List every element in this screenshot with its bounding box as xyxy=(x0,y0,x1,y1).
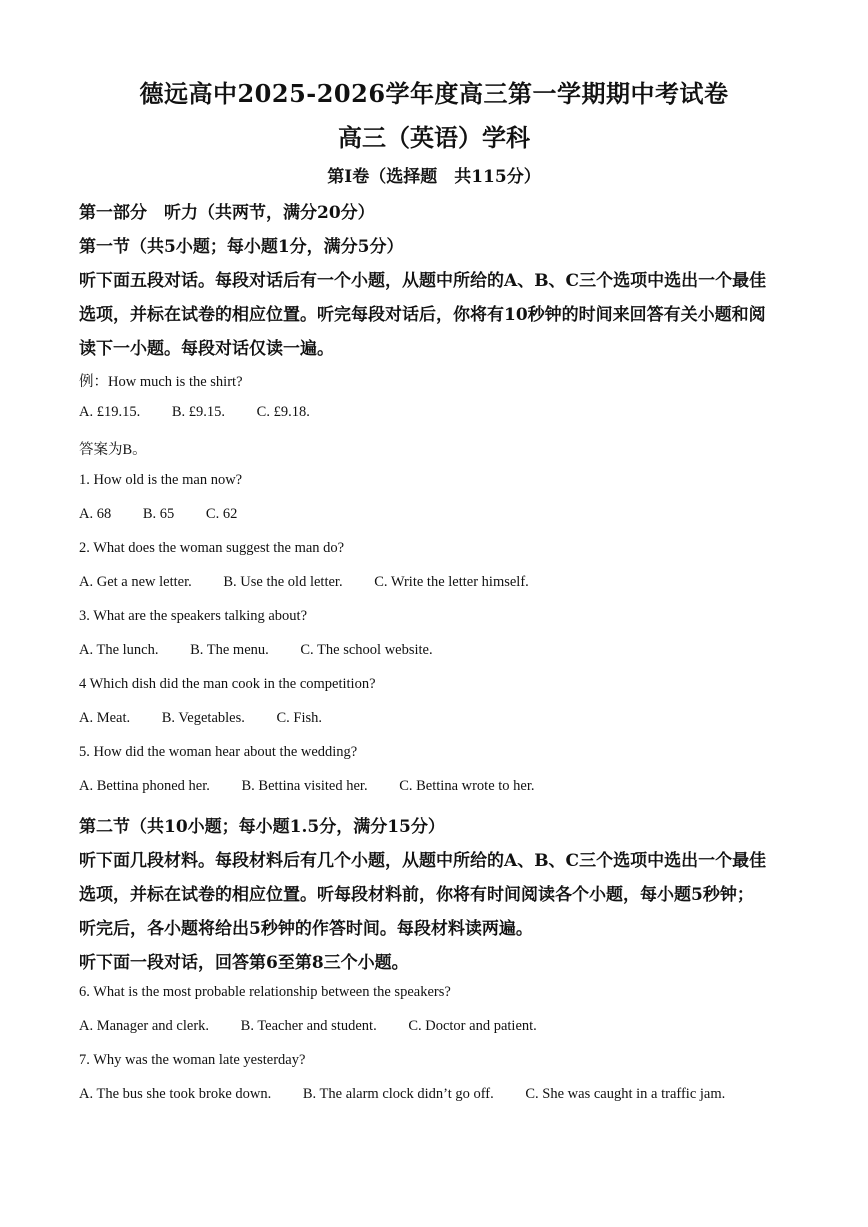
question-7-options xyxy=(79,1086,753,1103)
option-c: C. The school website. xyxy=(300,642,433,658)
volume-title: 第Ⅰ卷（选择题 共115分） xyxy=(327,167,541,187)
question-4: 4 Which dish did the man cook in the competition? xyxy=(79,676,376,692)
option-b: B. Use the old letter. xyxy=(223,574,343,590)
option-a: A. 68 xyxy=(79,506,112,522)
option-a: A. £19.15. xyxy=(79,404,141,420)
question-5: 5. How did the woman hear about the wedding? xyxy=(79,744,358,760)
section2-instruction-line: 选项，并标在试卷的相应位置。听每段材料前，你将有时间阅读各个小题，每小题5秒钟； xyxy=(79,885,754,905)
example-options xyxy=(79,404,338,421)
example-answer: 答案为B。 xyxy=(79,442,147,458)
question-6: 6. What is the most probable relationship between the speakers? xyxy=(79,984,451,1000)
example-question: 例：How much is the shirt? xyxy=(79,374,243,390)
section1-instruction-line: 选项，并标在试卷的相应位置。听完每段对话后，你将有10秒钟的时间来回答有关小题和阅 xyxy=(79,305,766,325)
option-a: A. Manager and clerk. xyxy=(79,1018,210,1034)
section1-heading: 第一节（共5小题；每小题1分，满分5分） xyxy=(79,237,404,257)
option-c: C. Bettina wrote to her. xyxy=(399,778,535,794)
option-b: B. Bettina visited her. xyxy=(241,778,368,794)
option-c: C. Write the letter himself. xyxy=(374,574,529,590)
option-a: A. The bus she took broke down. xyxy=(79,1086,272,1102)
option-c: C. Doctor and patient. xyxy=(408,1018,537,1034)
section2-heading: 第二节（共10小题；每小题1.5分，满分15分） xyxy=(79,817,445,837)
option-b: B. Vegetables. xyxy=(161,710,245,726)
option-a: A. Get a new letter. xyxy=(79,574,192,590)
question-2-options xyxy=(79,574,557,591)
question-1-options xyxy=(79,506,265,523)
section2-instruction-line: 听下面几段材料。每段材料后有几个小题，从题中所给的A、B、C三个选项中选出一个最佳 xyxy=(79,851,767,871)
section2-instruction-line: 听完后，各小题将给出5秒钟的作答时间。每段材料读两遍。 xyxy=(79,919,533,939)
option-a: A. Meat. xyxy=(79,710,131,726)
exam-title: 德远高中2025-2026学年度高三第一学期期中考试卷 xyxy=(139,79,729,108)
question-7: 7. Why was the woman late yesterday? xyxy=(79,1052,306,1068)
option-c: C. £9.18. xyxy=(256,404,310,420)
question-2: 2. What does the woman suggest the man do? xyxy=(79,540,345,556)
question-3-options xyxy=(79,642,461,659)
section1-instruction-line: 听下面五段对话。每段对话后有一个小题，从题中所给的A、B、C三个选项中选出一个最佳 xyxy=(79,271,767,291)
option-a: A. Bettina phoned her. xyxy=(79,778,210,794)
subject-title: 高三（英语）学科 xyxy=(338,123,530,152)
part1-heading: 第一部分 听力（共两节，满分20分） xyxy=(79,203,375,223)
option-a: A. The lunch. xyxy=(79,642,159,658)
question-3: 3. What are the speakers talking about? xyxy=(79,608,308,624)
option-b: B. 65 xyxy=(142,506,175,522)
question-1: 1. How old is the man now? xyxy=(79,472,243,488)
option-c: C. She was caught in a traffic jam. xyxy=(525,1086,726,1102)
question-5-options xyxy=(79,778,563,795)
option-b: B. Teacher and student. xyxy=(240,1018,377,1034)
section1-instruction-line: 读下一小题。每段对话仅读一遍。 xyxy=(79,339,334,359)
section2-sub-heading: 听下面一段对话，回答第6至第8三个小题。 xyxy=(79,953,409,973)
option-b: B. The alarm clock didn’t go off. xyxy=(302,1086,494,1102)
option-c: C. Fish. xyxy=(276,710,323,726)
question-6-options xyxy=(79,1018,565,1035)
question-4-options xyxy=(79,710,350,727)
option-b: B. £9.15. xyxy=(171,404,226,420)
option-b: B. The menu. xyxy=(190,642,269,658)
option-c: C. 62 xyxy=(205,506,238,522)
